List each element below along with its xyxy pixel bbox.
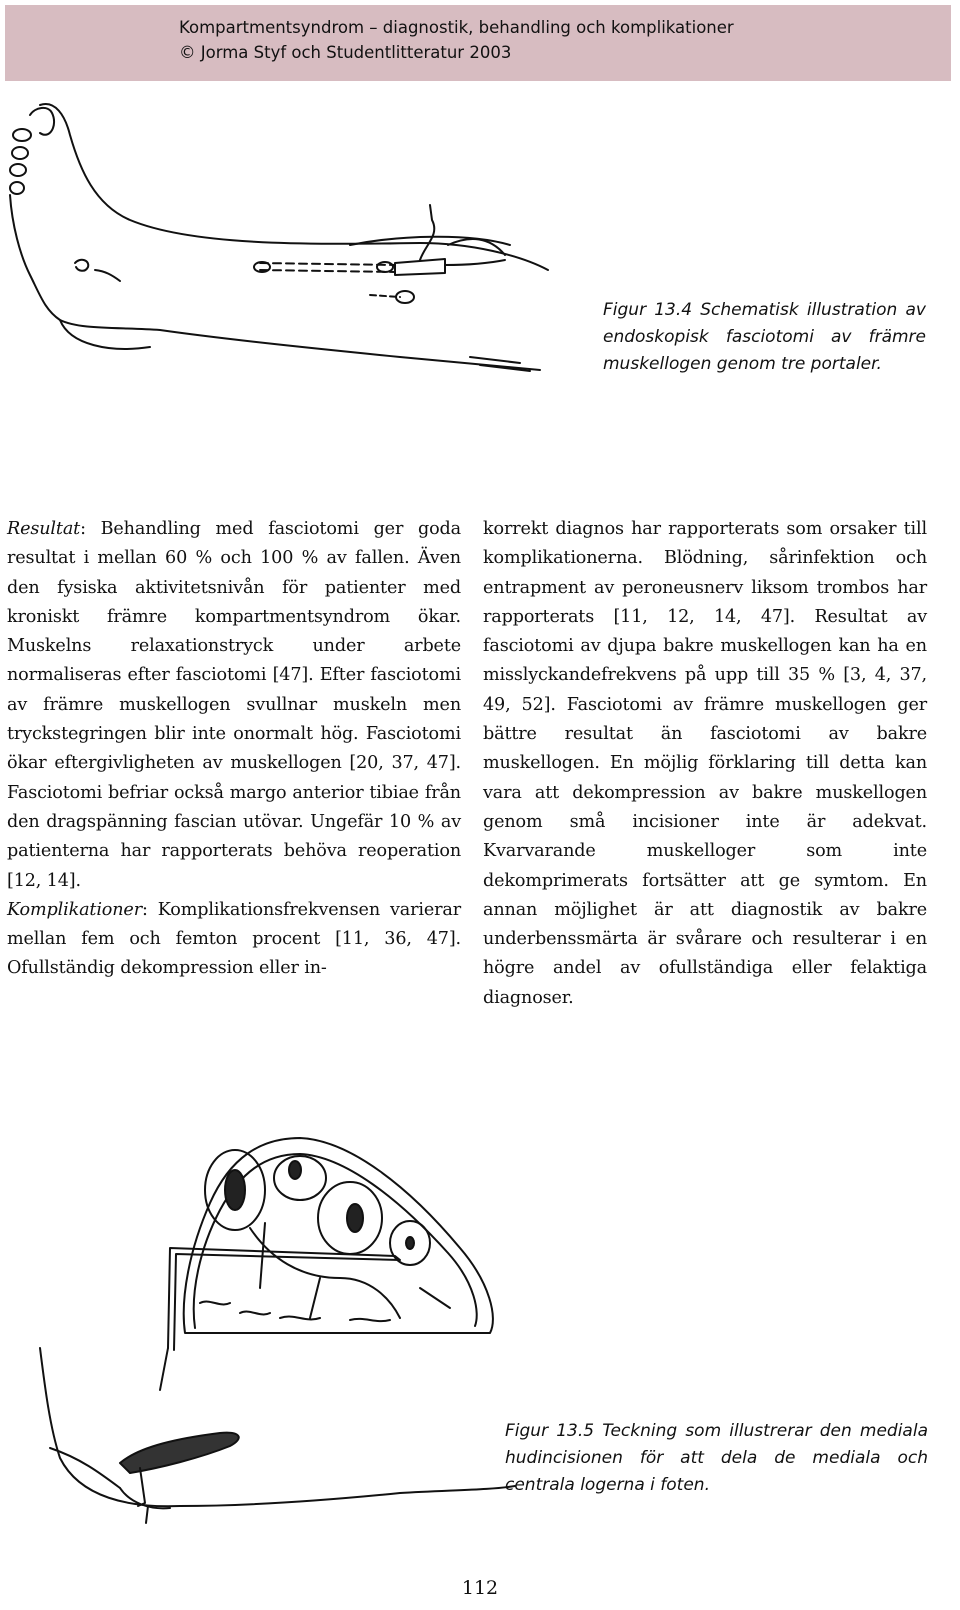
figure-13-5-foot-illustration: [20, 1128, 520, 1528]
results-paragraph: [7, 515, 461, 896]
right-column-text: korrekt diagnos har rapporterats som orsaker till komplikationerna. Blödning, sårinfektion och entrapment av peroneusnerv liksom trombos har rapporterats [11, 12, 14, 47]. Resultat av fasciotomi av djupa bakre muskellogen kan ha en misslyckandefrekvens på upp till 35 % [3, 4, 37, 49, 52]. Fasciotomi av främre muskellogen ger bättre resultat än fasciotomi av bakre muskellogen. En möjlig förklaring till detta kan vara att dekompression av bakre muskellogen genom små incisioner inte är adekvat. Kvarvarande muskelloger som inte dekomprimerats fortsätter att ge symtom. En annan möjlighet är att diagnostik av bakre underbenssmärta är svårare och resulterar i en högre andel av ofullständiga eller felaktiga diagnoser.: [483, 519, 927, 1008]
complications-text: : Komplikationsfrekvensen varierar mellan fem och femton procent [11, 36, 47]. Ofullständig dekompression eller in-: [7, 899, 461, 979]
figure-13-4-caption: Figur 13.4 Schematisk illustration av endoskopisk fasciotomi av främre muskellogen genom tre portaler.: [603, 300, 926, 374]
complications-label: Komplikationer: [7, 899, 142, 920]
header-copyright: © Jorma Styf och Studentlitteratur 2003: [179, 43, 512, 62]
results-text: : Behandling med fasciotomi ger goda resultat i mellan 60 % och 100 % av fallen. Även den fysiska aktivitetsnivån för patienter med kroniskt främre kompartmentsyndrom ökar. Muskelns relaxationstryck under arbete normaliseras efter fasciotomi [47]. Efter fasciotomi av främre muskellogen svullnar muskeln men tryckstegringen blir inte onormalt hög. Fasciotomi ökar eftergivligheten av muskellogen [20, 37, 47]. Fasciotomi befriar också margo anterior tibiae från den dragspänning fascian utövar. Ungefär 10 % av patienterna har rapporterats behöva reoperation [12, 14].: [7, 519, 461, 891]
page-number: 112: [461, 1577, 499, 1599]
results-label: Resultat: [7, 519, 81, 539]
complications-paragraph: [7, 896, 461, 984]
figure-13-5-caption: Figur 13.5 Teckning som illustrerar den mediala hudincisionen för att dela de mediala och centrala logerna i foten.: [505, 1421, 928, 1495]
right-column: [483, 515, 927, 1013]
header-title: Kompartmentsyndrom – diagnostik, behandling och komplikationer: [179, 18, 734, 37]
page-header: [5, 5, 951, 81]
figure-13-4-leg-illustration: [0, 95, 560, 380]
left-column: [7, 515, 461, 984]
